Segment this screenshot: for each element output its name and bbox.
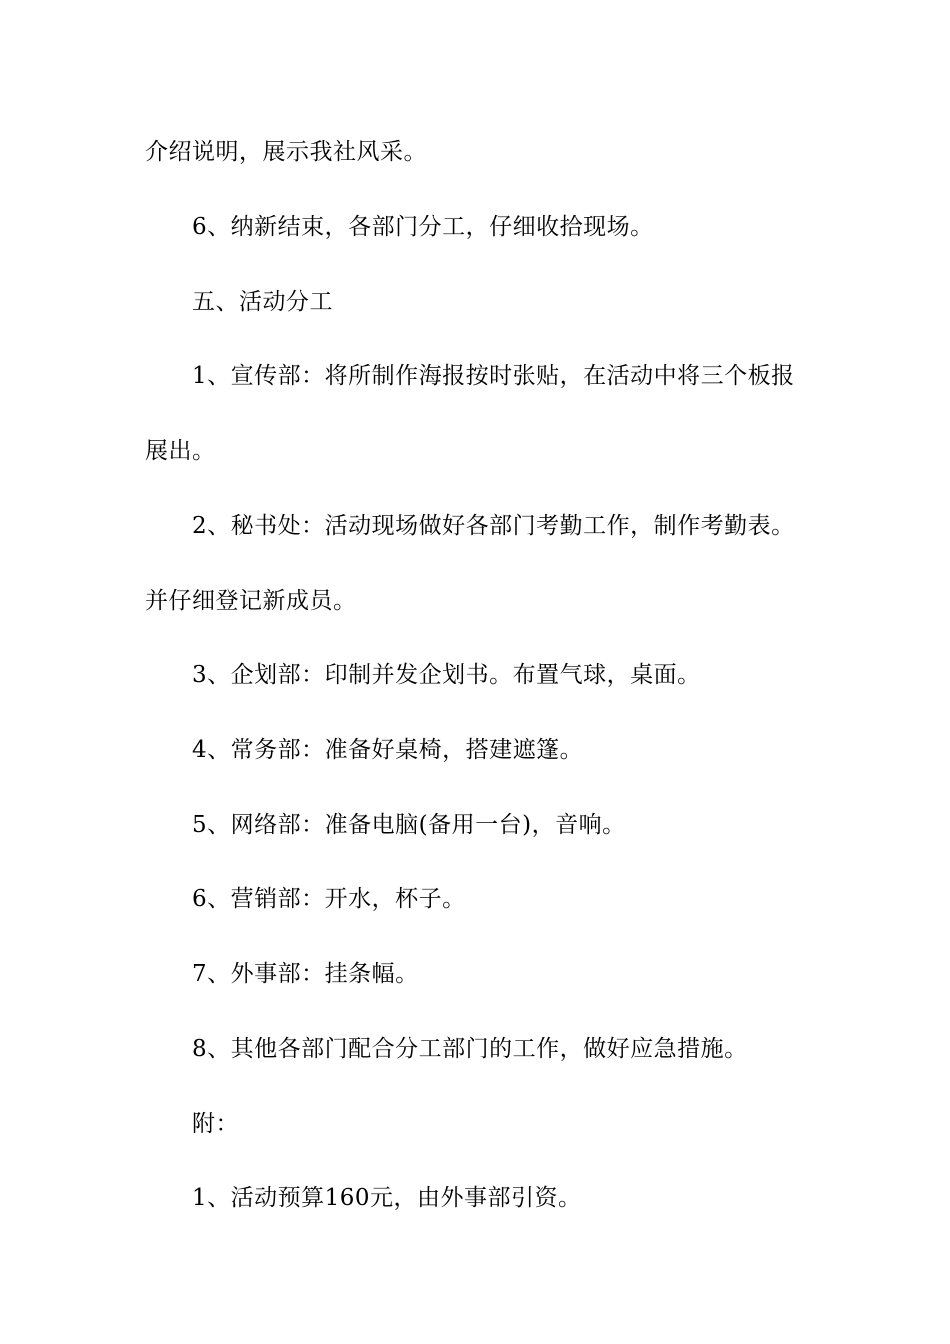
text-line-continuation: 并仔细登记新成员。: [145, 588, 357, 614]
text-line-other-depts: 8、其他各部门配合分工部门的工作，做好应急措施。: [192, 1036, 748, 1062]
appendix-heading: 附：: [192, 1111, 239, 1137]
text-line-planning-dept: 3、企划部：印制并发企划书。布置气球，桌面。: [192, 662, 701, 688]
text-line-budget: 1、活动预算160元，由外事部引资。: [192, 1185, 582, 1211]
text-line-general-affairs-dept: 4、常务部：准备好桌椅，搭建遮篷。: [192, 737, 584, 763]
text-line-marketing-dept: 6、营销部：开水，杯子。: [192, 886, 466, 912]
section-heading-activity-division: 五、活动分工: [192, 289, 333, 315]
text-line-continuation: 介绍说明，展示我社风采。: [145, 139, 427, 165]
text-line-continuation: 展出。: [145, 438, 216, 464]
text-line-item-6: 6、纳新结束，各部门分工，仔细收拾现场。: [192, 214, 654, 240]
text-line-publicity-dept: 1、宣传部：将所制作海报按时张贴，在活动中将三个板报: [192, 363, 795, 389]
text-line-network-dept: 5、网络部：准备电脑(备用一台)，音响。: [192, 812, 626, 838]
text-line-external-affairs-dept: 7、外事部：挂条幅。: [192, 961, 419, 987]
text-line-secretariat: 2、秘书处：活动现场做好各部门考勤工作，制作考勤表。: [192, 513, 795, 539]
